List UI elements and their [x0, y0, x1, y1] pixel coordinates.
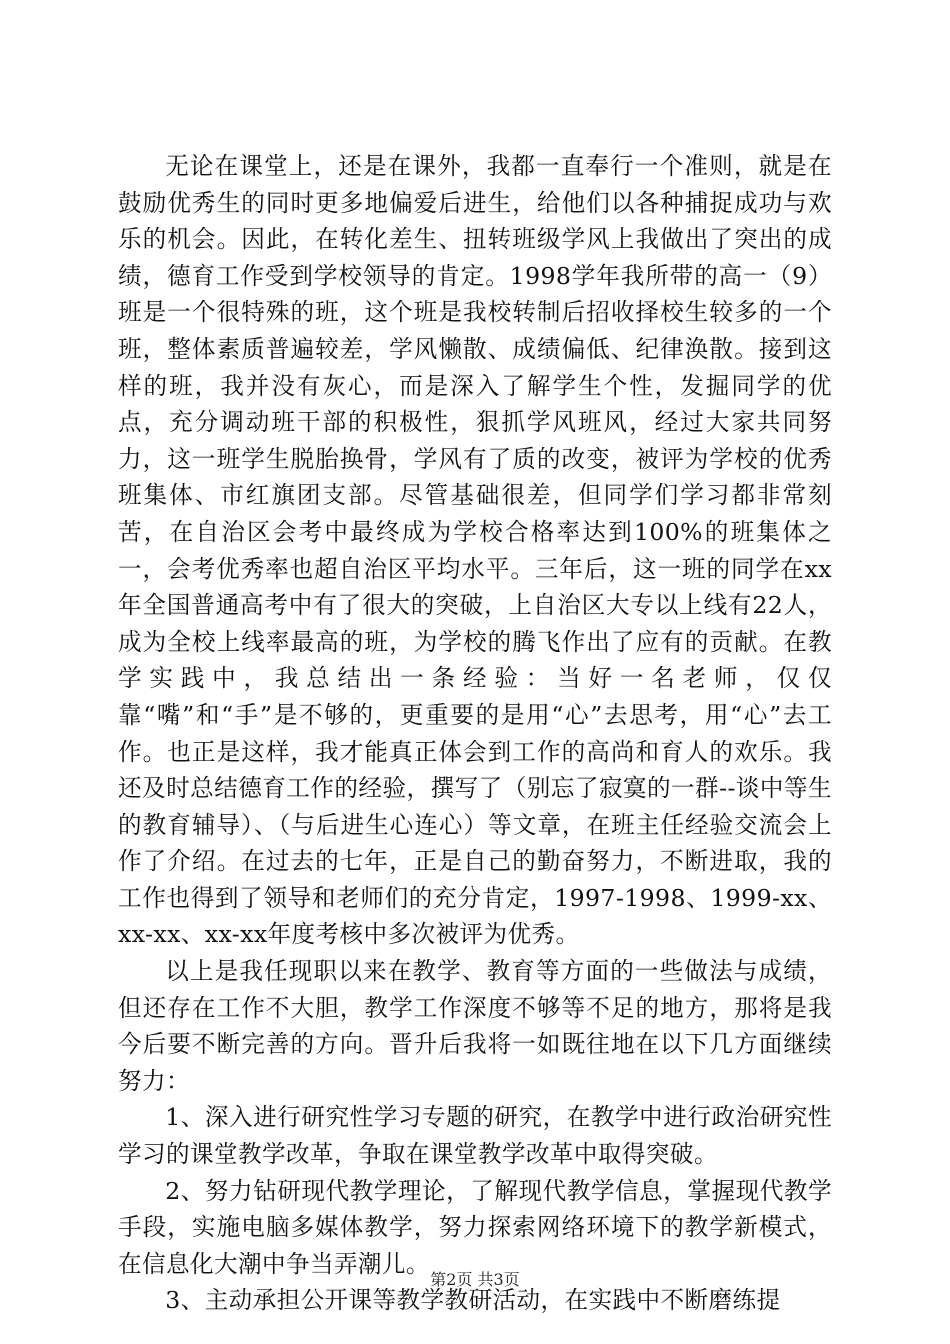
document-body: [118, 148, 832, 1319]
paragraph-1: 无论在课堂上，还是在课外，我都一直奉行一个准则，就是在鼓励优秀生的同时更多地偏爱后进生，给他们以各种捕捉成功与欢乐的机会。因此，在转化差生、扭转班级学风上我做出了突出的成绩，德育工作受到学校领导的肯定。1998学年我所带的高一（9）班是一个很特殊的班，这个班是我校转制后招收择校生较多的一个班，整体素质普遍较差，学风懒散、成绩偏低、纪律涣散。接到这样的班，我并没有灰心，而是深入了解学生个性，发掘同学的优点，充分调动班干部的积极性，狠抓学风班风，经过大家共同努力，这一班学生脱胎换骨，学风有了质的改变，被评为学校的优秀班集体、市红旗团支部。尽管基础很差，但同学们学习都非常刻苦，在自治区会考中最终成为学校合格率达到100%的班集体之一，会考优秀率也超自治区平均水平。三年后，这一班的同学在xx年全国普通高考中有了很大的突破，上自治区大专以上线有22人，成为全校上线率最高的班，为学校的腾飞作出了应有的贡献。在教学实践中，我总结出一条经验：当好一名老师，仅仅靠“嘴”和“手”是不够的，更重要的是用“心”去思考，用“心”去工作。也正是这样，我才能真正体会到工作的高尚和育人的欢乐。我还及时总结德育工作的经验，撰写了（别忘了寂寞的一群--谈中等生的教育辅导）、（与后进生心连心）等文章，在班主任经验交流会上作了介绍。在过去的七年，正是自己的勤奋努力，不断进取，我的工作也得到了领导和老师们的充分肯定，1997-1998、1999-xx、xx-xx、xx-xx年度考核中多次被评为优秀。: [118, 152, 832, 949]
paragraph-3: 1、深入进行研究性学习专题的研究，在教学中进行政治研究性学习的课堂教学改革，争取在课堂教学改革中取得突破。: [118, 1103, 832, 1169]
paragraph-4: 2、努力钻研现代教学理论，了解现代教学信息，掌握现代教学手段，实施电脑多媒体教学，努力探索网络环境下的教学新模式，在信息化大潮中争当弄潮儿。: [118, 1176, 832, 1278]
paragraph-2: 以上是我任现职以来在教学、教育等方面的一些做法与成绩，但还存在工作不大胆，教学工作深度不够等不足的地方，那将是我今后要不断完善的方向。晋升后我将一如既往地在以下几方面继续努力：: [118, 957, 832, 1095]
page-footer: 第2页 共3页: [430, 1270, 520, 1289]
paragraph-5: 3、主动承担公开课等教学教研活动，在实践中不断磨练提: [165, 1286, 781, 1315]
